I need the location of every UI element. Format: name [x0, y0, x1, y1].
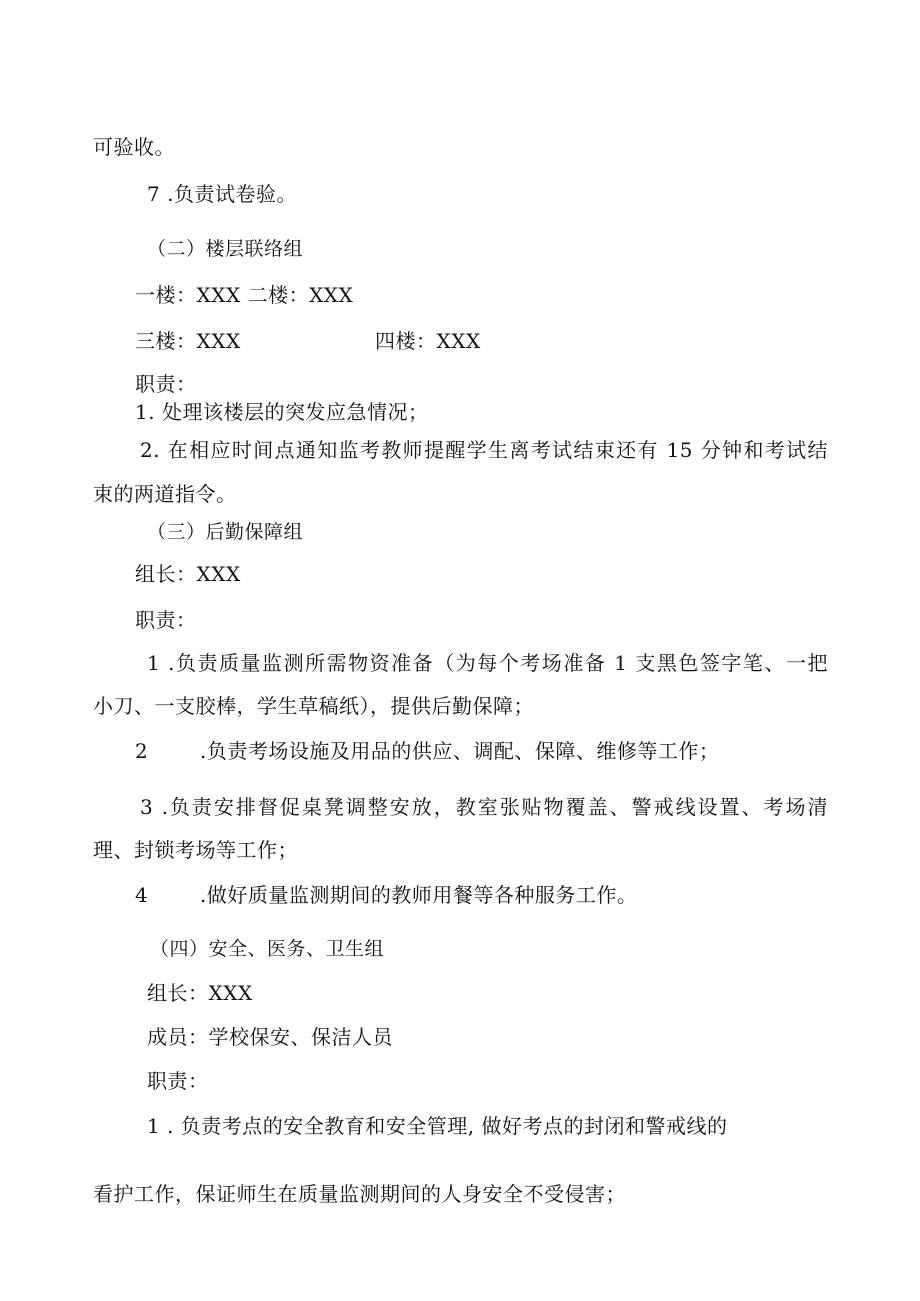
list-number: 2 [135, 739, 149, 763]
text-line: 一楼：XXX 二楼：XXX [135, 283, 354, 307]
list-item: 2. 在相应时间点通知监考教师提醒学生离考试结束还有 15 分钟和考试结 [140, 438, 828, 462]
list-item: 1 .负责质量监测所需物资准备（为每个考场准备 1 支黑色签字笔、一把 [147, 651, 828, 675]
list-item: 1 . 负责考点的安全教育和安全管理, 做好考点的封闭和警戒线的 [147, 1114, 728, 1138]
section-heading: （三）后勤保障组 [147, 521, 304, 543]
text-line: 看护工作，保证师生在质量监测期间的人身安全不受侵害； [93, 1182, 626, 1206]
text-line: 束的两道指令。 [93, 482, 237, 506]
text-line: 组长：XXX [147, 981, 253, 1005]
section-heading: （二）楼层联络组 [147, 238, 304, 260]
text-line: 成员：学校保安、保洁人员 [147, 1025, 393, 1049]
label: 职责： [135, 608, 197, 632]
text-line: 四楼：XXX [375, 329, 481, 353]
list-item: .负责考场设施及用品的供应、调配、保障、维修等工作； [200, 739, 720, 763]
list-item: 7 .负责试卷验。 [147, 182, 297, 206]
text-line: 理、封锁考场等工作； [93, 838, 298, 862]
text-line: 组长：XXX [135, 562, 241, 586]
list-number: 4 [135, 883, 149, 907]
label: 职责： [135, 372, 197, 396]
list-item: 1. 处理该楼层的突发应急情况； [135, 400, 429, 424]
text-line: 可验收。 [93, 135, 175, 159]
list-item: 3 .负责安排督促桌凳调整安放，教室张贴物覆盖、警戒线设置、考场清 [140, 795, 828, 819]
section-heading: （四）安全、医务、卫生组 [150, 938, 385, 960]
label: 职责： [147, 1069, 209, 1093]
text-line: 三楼：XXX [135, 329, 241, 353]
text-line: 小刀、一支胶棒，学生草稿纸），提供后勤保障； [93, 694, 534, 718]
list-item: .做好质量监测期间的教师用餐等各种服务工作。 [200, 883, 638, 907]
